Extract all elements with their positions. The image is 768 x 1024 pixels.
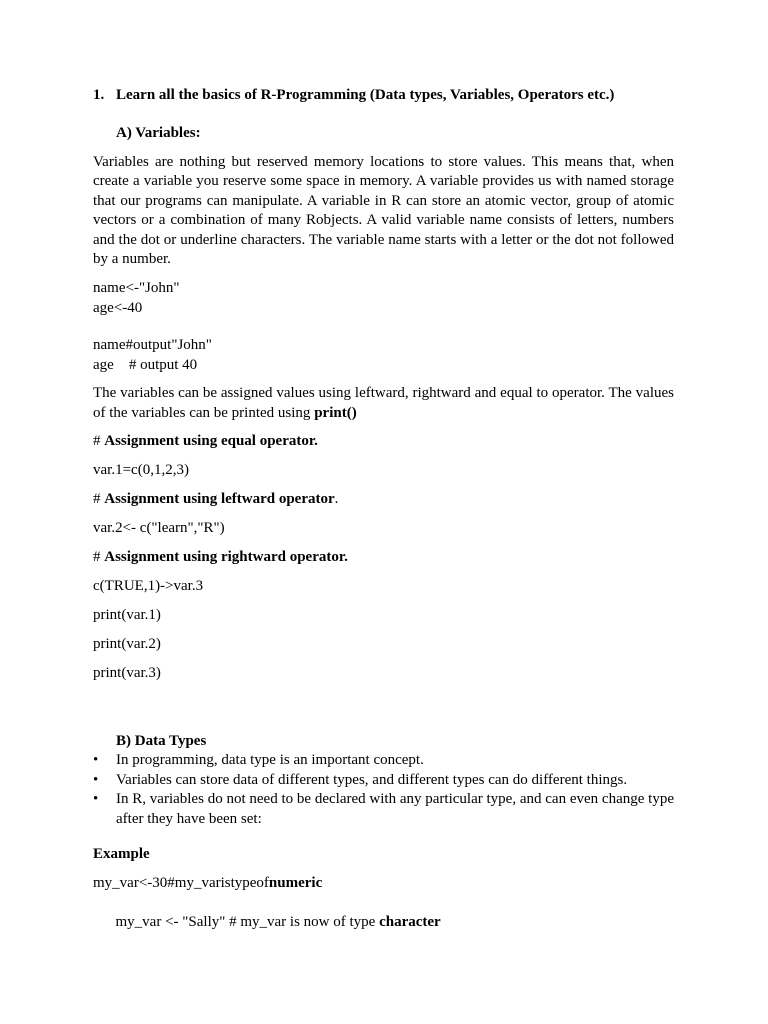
leftward-operator-label: Assignment using leftward operator [104, 491, 335, 508]
rightward-operator-code: c(TRUE,1)->var.3 [93, 577, 204, 594]
comment-hash: # [93, 549, 105, 566]
example-code-text: my_var<-30#my_varistypeof [93, 874, 269, 891]
print-statement: print(var.1) [93, 607, 161, 624]
datatypes-heading: B) Data Types [116, 732, 207, 749]
list-item [93, 771, 674, 791]
section-heading [93, 86, 674, 106]
code-line: name#output"John" [93, 337, 212, 354]
print-function: print() [314, 404, 357, 421]
print-statement: print(var.2) [93, 635, 161, 652]
assignment-paragraph [93, 384, 674, 423]
list-item [93, 790, 674, 829]
assignment-text: The variables can be assigned values using leftward, rightward and equal to operator. The values of the variables can be printed using [93, 385, 674, 421]
code-line: name<-"John" [93, 280, 180, 297]
leftward-operator-comment [93, 490, 674, 510]
equal-operator-comment [93, 432, 674, 452]
example-label: Example [93, 846, 150, 863]
example-code [93, 874, 674, 952]
document-page [93, 86, 674, 952]
section-number: 1. [93, 87, 105, 103]
bullet-icon: • [93, 791, 99, 808]
equal-operator-code: var.1=c(0,1,2,3) [93, 461, 189, 478]
example-line-2 [93, 893, 674, 952]
comment-hash: # [93, 491, 105, 508]
list-item [93, 751, 674, 771]
variables-heading: A) Variables: [116, 124, 201, 141]
type-character: character [379, 913, 441, 930]
comment-hash: # [93, 433, 105, 450]
section-title: Learn all the basics of R-Programming (Data types, Variables, Operators etc.) [116, 87, 615, 103]
bullet-text: In R, variables do not need to be declared with any particular type, and can even change type after they have been set: [116, 791, 674, 827]
code-block-1 [93, 279, 674, 318]
code-block-2 [93, 336, 674, 375]
example-line-1 [93, 874, 674, 894]
print-statement: print(var.3) [93, 665, 161, 682]
datatypes-bullet-list [93, 751, 674, 829]
equal-operator-label: Assignment using equal operator. [104, 433, 318, 450]
variables-paragraph: Variables are nothing but reserved memory locations to store values. This means that, when create a variable you reserve some space in memory. A variable provides us with named storage that our programs can manipulate. A variable in R can store an atomic vector, group of atomic vectors or a combination of many Robjects. A valid variable name consists of letters, numbers and the dot or underline characters. The variable name starts with a letter or the dot not followed by a number. [93, 154, 674, 268]
rightward-operator-label: Assignment using rightward operator. [104, 549, 348, 566]
code-line: age<-40 [93, 299, 143, 316]
bullet-text: In programming, data type is an important concept. [116, 752, 424, 769]
type-numeric: numeric [268, 874, 323, 891]
example-code-text: my_var <- "Sally" # my_var is now of type [115, 913, 380, 930]
bullet-icon: • [93, 752, 99, 769]
rightward-operator-comment [93, 548, 674, 568]
trailing-dot: . [334, 491, 339, 508]
leftward-operator-code: var.2<- c("learn","R") [93, 519, 225, 536]
code-line: age # output 40 [93, 356, 198, 373]
bullet-icon: • [93, 771, 99, 788]
bullet-text: Variables can store data of different types, and different types can do different things. [116, 771, 628, 788]
